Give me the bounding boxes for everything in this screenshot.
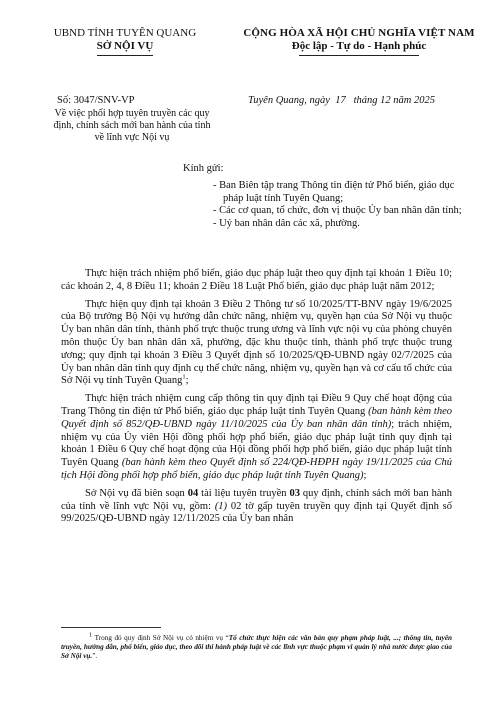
place-date-prefix: Tuyên Quang, ngày — [248, 95, 330, 106]
footnote — [61, 631, 453, 661]
parent-agency: UBND TỈNH TUYÊN QUANG — [53, 27, 197, 39]
footnote-text-a: Trong đó quy định Sở Nội vụ có nhiệm vụ “ — [92, 634, 229, 642]
paragraph-1: Thực hiện trách nhiệm phổ biến, giáo dục pháp luật theo quy định tại khoản 1 Điều 10; các khoản 2, 4, 8 Điều 11; khoản 2 Điều 18 Luật Phổ biến, giáo dục pháp luật năm 2012; — [61, 268, 452, 292]
paragraph-4 — [61, 488, 452, 526]
number-label: Số: — [57, 95, 72, 106]
document-number — [57, 94, 135, 107]
paragraph-4-count-docs: 04 — [187, 487, 199, 499]
footnote-text-end: ”. — [92, 652, 98, 660]
document-subject: Về việc phối hợp tuyên truyền các quy định, chính sách mới ban hành của tỉnh về lĩnh vực Nội vụ — [53, 108, 211, 143]
paragraph-2-text: Thực hiện quy định tại khoản 3 Điều 2 Thông tư số 10/2025/TT-BNV ngày 19/6/2025 của Bộ trưởng Bộ Nội vụ hướng dẫn chức năng, nhiệm vụ, quyền hạn của Sở Nội vụ thuộc Ủy ban nhân dân tỉnh, thành phố trực thuộc trung ương và lĩnh vực nội vụ của phòng chuyên môn thuộc Ủy ban nhân dân xã, phường, đặc khu thuộc tỉnh, thành phố trực thuộc trung ương; quy định tại khoản 3 Điều 3 Quyết định số 10/2025/QĐ-UBND ngày 02/7/2025 của Ủy ban nhân dân tỉnh quy định cụ thể chức năng, nhiệm vụ, quyền hạn và cơ cấu tổ chức của Sở Nội vụ tỉnh Tuyên Quang — [61, 298, 452, 387]
footnote-divider — [61, 627, 161, 628]
national-motto-block — [228, 27, 490, 56]
footnote-mark: 1 — [89, 631, 93, 639]
footnote-quote: Tổ chức thực hiện các văn bản quy phạm pháp luật, ...; thông tin, tuyên truyền, hướng dẫn, phổ biến, giáo dục, theo dõi thi hành pháp luật về các lĩnh vực thuộc phạm vi quản lý nhà nước được giao của Sở Nội vụ. — [61, 634, 453, 660]
footnote-ref[interactable]: 1 — [182, 373, 186, 381]
recipient-item: - Các cơ quan, tổ chức, đơn vị thuộc Ủy ban nhân dân tỉnh; — [213, 205, 462, 216]
recipients-list — [213, 180, 468, 230]
paragraph-4-e: quy định, chính sách mới ban hành của tỉnh về lĩnh vực Nội vụ, gồm: — [61, 487, 452, 512]
recipient-item: - Ban Biên tập trang Thông tin điện tử Phổ biến, giáo dục pháp luật tỉnh Tuyên Quang; — [213, 180, 455, 204]
paragraph-4-c: tài liệu tuyên truyền — [198, 487, 290, 499]
national-motto: Độc lập - Tự do - Hạnh phúc — [291, 40, 427, 52]
paragraph-4-a: Sở Nội vụ đã biên soạn — [85, 487, 188, 499]
number-value: 3047 — [73, 95, 95, 106]
issuing-agency-block — [40, 27, 210, 56]
paragraph-3-a: Thực hiện trách nhiệm cung cấp thông tin quy định tại Điều 9 Quy chế hoạt động của Trang Thông tin điện tử Phổ biến, giáo dục pháp luật tỉnh Tuyên Quang — [61, 393, 452, 417]
paragraph-3-end: ; — [363, 469, 367, 481]
paragraph-3-c: ; trách nhiệm, nhiệm vụ của Ủy viên Hội đồng phối hợp phổ biến, giáo dục pháp luật tỉnh quy định tại khoản 1 Điều 6 Quy chế hoạt động của Hội đồng phối hợp phổ biến, giáo dục pháp luật tỉnh Tuyên Quang — [61, 418, 452, 469]
date-day: 17 — [335, 95, 346, 106]
paragraph-2 — [61, 299, 452, 389]
paragraph-2-end: ; — [185, 375, 189, 387]
motto-underline — [299, 55, 419, 56]
place-date — [248, 94, 435, 107]
recipient-item: - Uỷ ban nhân dân các xã, phường. — [213, 217, 360, 229]
paragraph-3-italic-2: (ban hành kèm theo Quyết định số 224/QĐ-HĐPH ngày 19/11/2025 của Chủ tịch Hội đồng phối hợp phổ biến, giáo dục pháp luật tỉnh Tuyên Quang) — [61, 457, 452, 481]
paragraph-4-count-rules: 03 — [289, 487, 300, 499]
paragraph-4-g: 02 tờ gấp tuyên truyền quy định tại Quyết định số 99/2025/QĐ-UBND ngày 12/11/2025 của Ủy ban nhân — [61, 500, 452, 525]
issuing-agency: SỞ NỘI VỤ — [96, 40, 154, 52]
footnote-body — [61, 631, 453, 661]
paragraph-4-item-number: (1) — [214, 500, 228, 512]
date-month-year: tháng 12 năm 2025 — [353, 95, 435, 106]
nation-name: CỘNG HÒA XÃ HỘI CHỦ NGHĨA VIỆT NAM — [243, 27, 475, 39]
document-body — [61, 268, 452, 526]
number-suffix: /SNV-VP — [94, 95, 135, 106]
paragraph-3-italic-1: (ban hành kèm theo Quyết định số 852/QĐ-UBND ngày 11/10/2025 của Ủy ban nhân dân tỉnh) — [61, 405, 452, 430]
agency-underline — [97, 55, 153, 56]
paragraph-3 — [61, 393, 452, 483]
recipients-label: Kính gửi: — [183, 163, 224, 174]
